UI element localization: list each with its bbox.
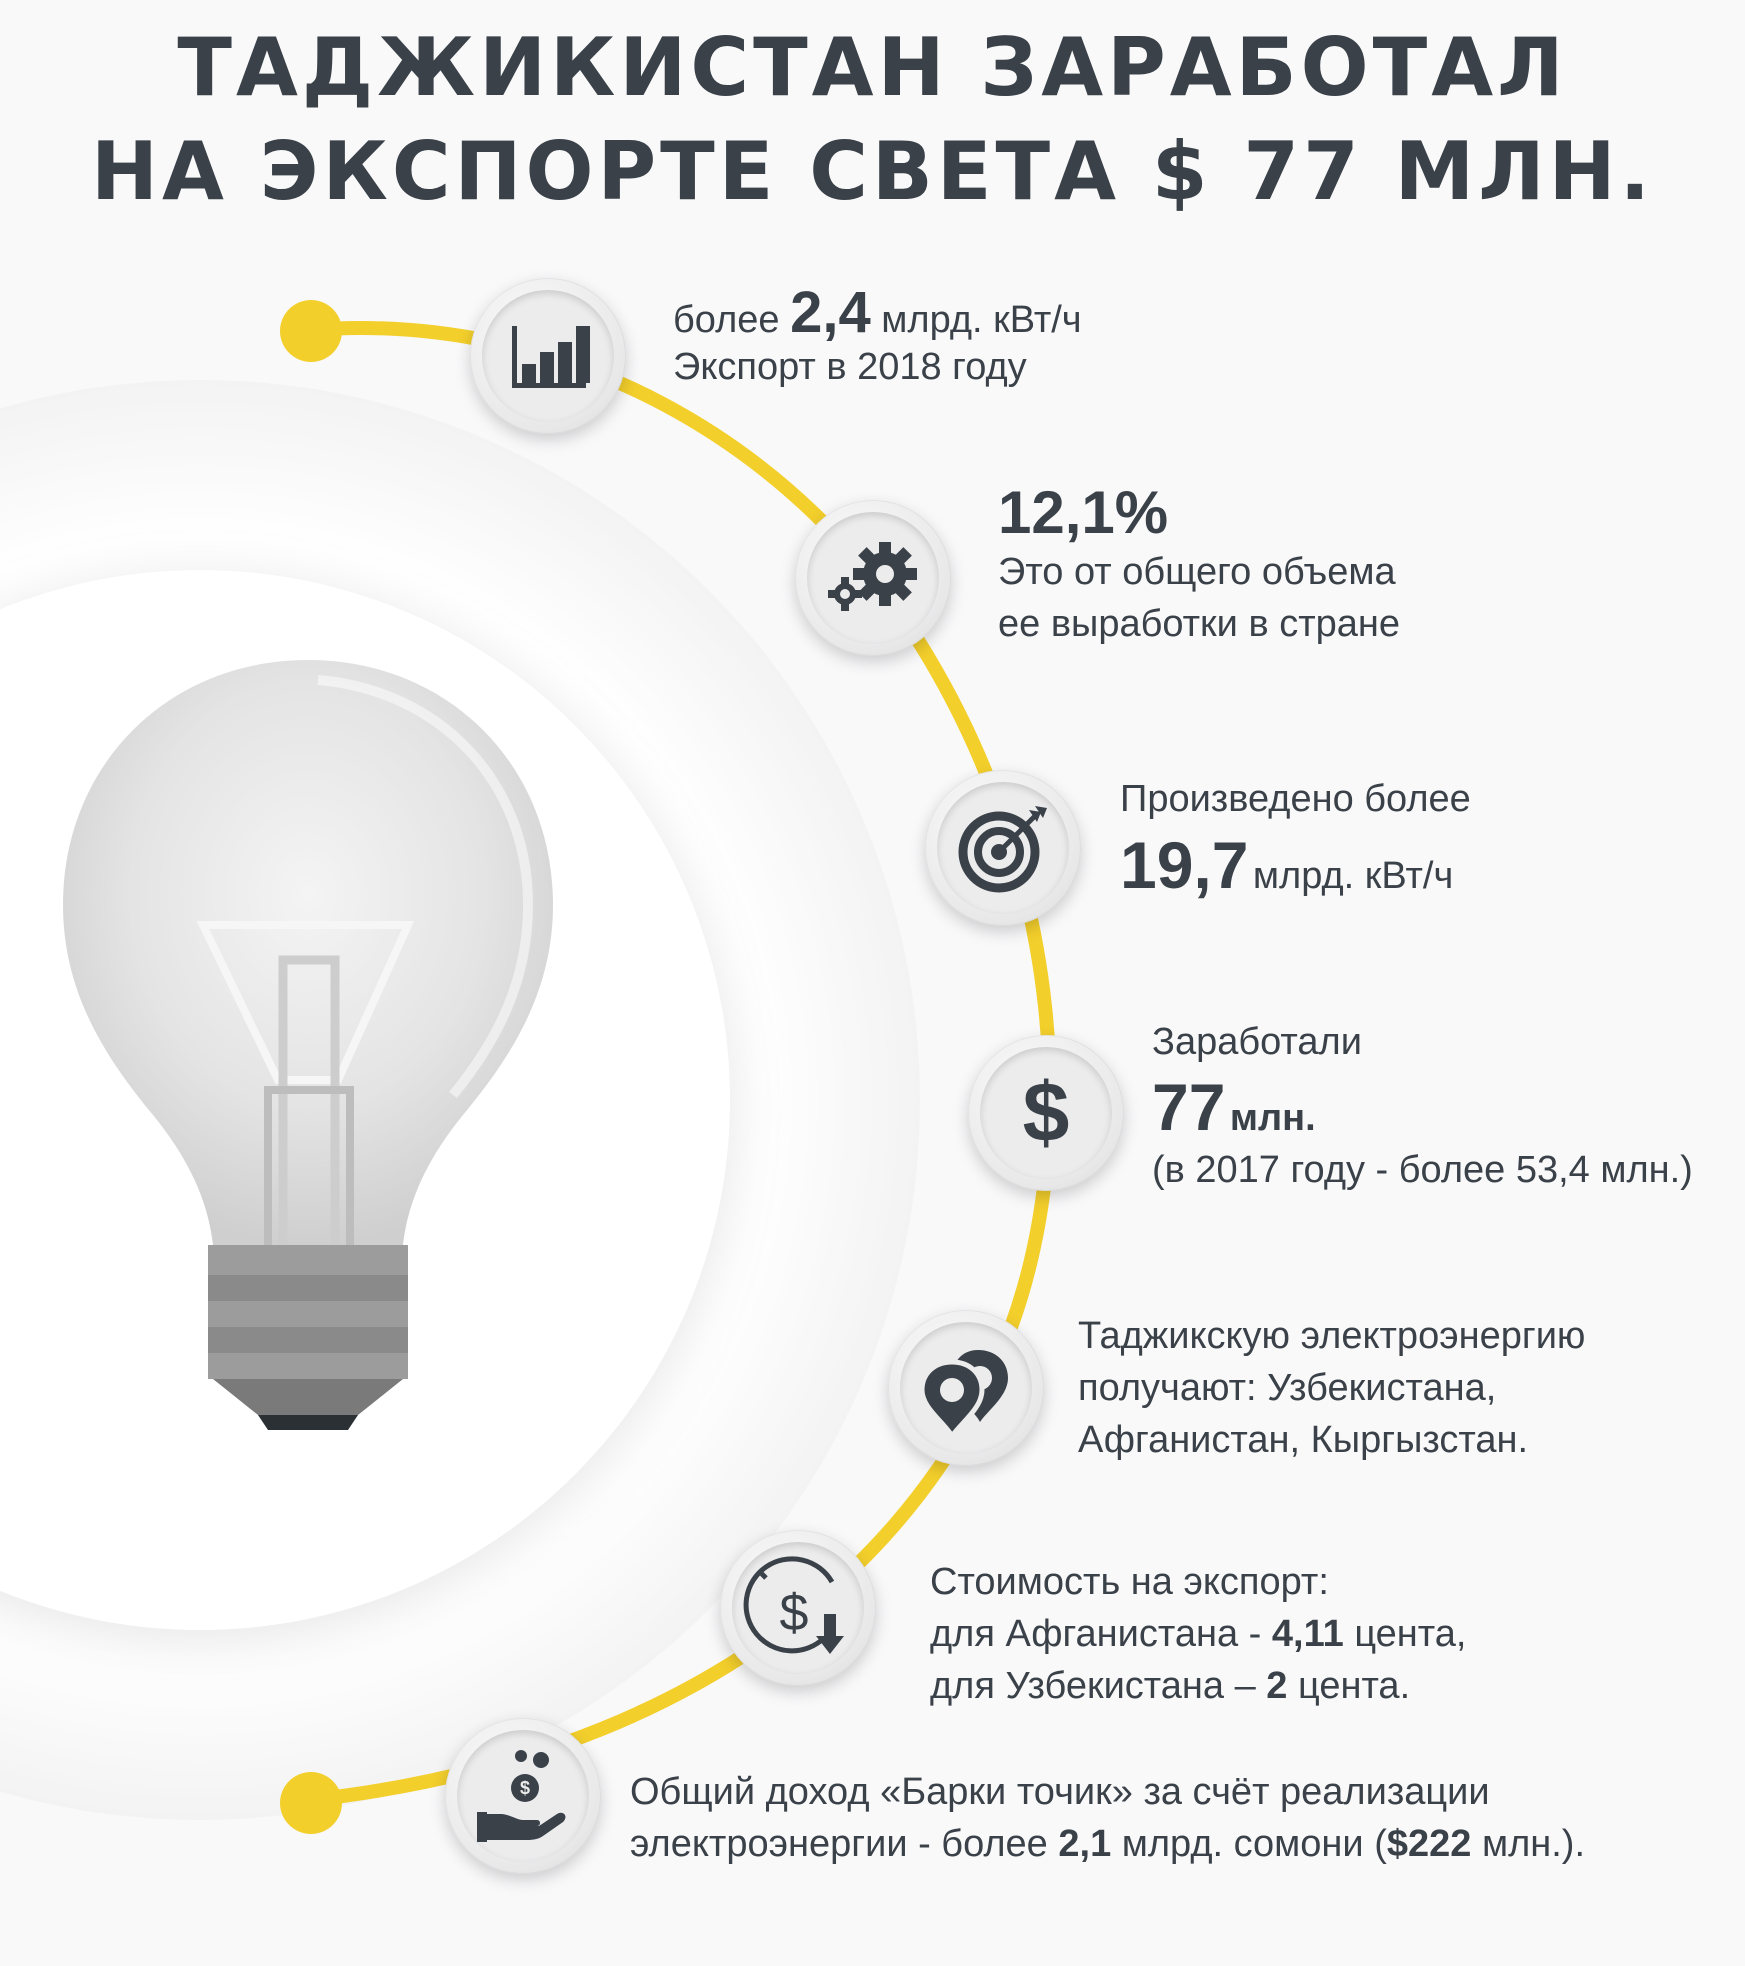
item-4-unit: млн. bbox=[1229, 1097, 1316, 1139]
dollar-circle bbox=[968, 1035, 1124, 1191]
gears-circle bbox=[795, 500, 951, 656]
item-5-line-3: Афганистан, Кыргызстан. bbox=[1078, 1419, 1529, 1461]
target-circle bbox=[925, 770, 1081, 926]
item-6-afg-value: 4,11 bbox=[1271, 1613, 1344, 1655]
item-4-value-line bbox=[1152, 1072, 1316, 1142]
item-6-uzb-value: 2 bbox=[1266, 1665, 1288, 1707]
item-2-line-2: ее выработки в стране bbox=[998, 603, 1401, 645]
gears-icon bbox=[807, 512, 939, 644]
item-7-value-usd: $222 bbox=[1386, 1823, 1472, 1865]
title-line-1: ТАДЖИКИСТАН ЗАРАБОТАЛ bbox=[177, 21, 1568, 114]
item-3-value-line bbox=[1120, 830, 1453, 900]
timeline-end-dot bbox=[280, 1772, 342, 1834]
item-3-line-1: Произведено более bbox=[1120, 778, 1471, 820]
item-4-value: 77 bbox=[1152, 1070, 1226, 1144]
timeline-start-dot bbox=[280, 300, 342, 362]
item-3-unit: млрд. кВт/ч bbox=[1252, 855, 1454, 897]
item-1-caption: Экспорт в 2018 году bbox=[673, 346, 1027, 388]
item-6-line-2 bbox=[930, 1610, 1466, 1658]
item-7-line-2 bbox=[630, 1820, 1585, 1868]
svg-text:$: $ bbox=[519, 1778, 531, 1798]
item-1-unit: млрд. кВт/ч bbox=[881, 299, 1082, 341]
hand-coins-icon bbox=[457, 1730, 589, 1862]
item-2-line-1: Это от общего объема bbox=[998, 551, 1396, 593]
item-6-line-1: Стоимость на экспорт: bbox=[930, 1561, 1329, 1603]
item-6-afg-suffix: цента, bbox=[1343, 1613, 1467, 1655]
item-7-value: 2,1 bbox=[1058, 1823, 1112, 1865]
dollar-down-icon bbox=[732, 1542, 864, 1674]
item-7-line-1: Общий доход «Барки точик» за счёт реализации bbox=[630, 1771, 1490, 1813]
item-6-line-3 bbox=[930, 1662, 1410, 1710]
dollar-icon bbox=[980, 1047, 1112, 1179]
item-4-line-3: (в 2017 году - более 53,4 млн.) bbox=[1152, 1149, 1693, 1191]
item-5-line-2: получают: Узбекистана, bbox=[1078, 1367, 1497, 1409]
item-6-uzb-prefix: для Узбекистана – bbox=[930, 1665, 1267, 1707]
item-6-afg-prefix: для Афганистана - bbox=[930, 1613, 1272, 1655]
map-pins-circle bbox=[888, 1310, 1044, 1466]
item-1-value: 2,4 bbox=[790, 280, 871, 345]
bar-chart-circle bbox=[470, 278, 626, 434]
map-pins-icon bbox=[900, 1322, 1032, 1454]
dollar-down-circle bbox=[720, 1530, 876, 1686]
target-icon bbox=[937, 782, 1069, 914]
item-6-uzb-suffix: цента. bbox=[1287, 1665, 1411, 1707]
item-7-prefix: электроэнергии - более bbox=[630, 1823, 1059, 1865]
item-3-value: 19,7 bbox=[1120, 828, 1249, 902]
title-line-2: НА ЭКСПОРТЕ СВЕТА $ 77 МЛН. bbox=[91, 125, 1654, 218]
bar-chart-icon bbox=[482, 290, 614, 422]
item-7-suffix: млн.). bbox=[1471, 1823, 1586, 1865]
item-7-mid: млрд. сомони ( bbox=[1111, 1823, 1387, 1865]
item-2-value: 12,1% bbox=[998, 479, 1169, 546]
item-5-line-1: Таджикскую электроэнергию bbox=[1078, 1315, 1586, 1357]
item-4-line-1: Заработали bbox=[1152, 1021, 1362, 1063]
item-1-prefix: более bbox=[673, 299, 780, 341]
svg-text:$: $ bbox=[1022, 1065, 1070, 1159]
item-1-text bbox=[673, 278, 1082, 348]
hand-coins-circle bbox=[445, 1718, 601, 1874]
svg-text:$: $ bbox=[779, 1584, 809, 1642]
